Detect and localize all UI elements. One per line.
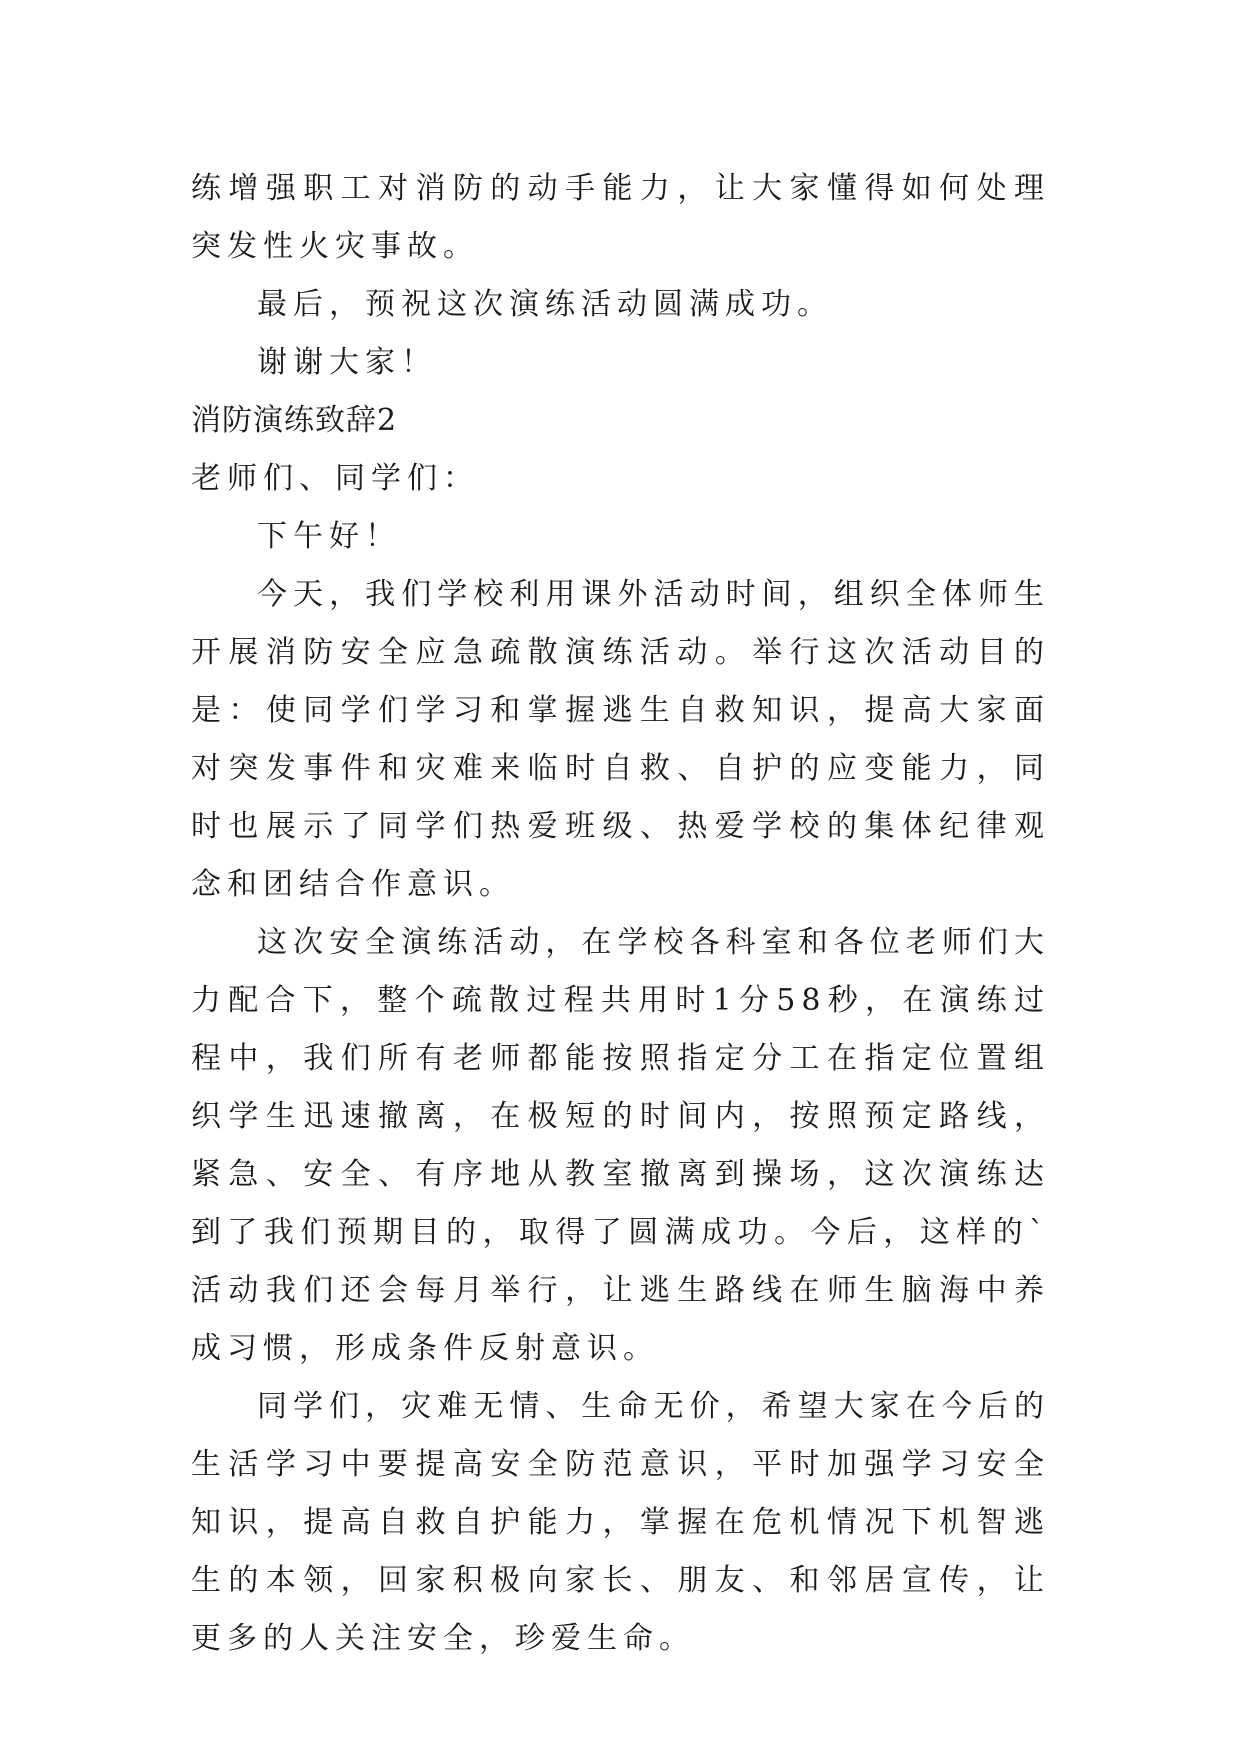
paragraph-purpose: 今天，我们学校利用课外活动时间，组织全体师生开展消防安全应急疏散演练活动。举行这次活动目的是：使同学们学习和掌握逃生自救知识，提高大家面对突发事件和灾难来临时自救、自护的应变能力，同时也展示了同学们热爱班级、热爱学校的集体纪律观念和团结合作意识。 [191,577,1050,902]
paragraph-closing-wish: 最后，预祝这次演练活动圆满成功。 [257,287,833,322]
greeting: 下午好！ [257,519,401,554]
paragraph-call-to-action: 同学们，灾难无情、生命无价，希望大家在今后的生活学习中要提高安全防范意识，平时加强学习安全知识，提高自救自护能力，掌握在危机情况下机智逃生的本领，回家积极向家长、朋友、和邻居宣传，让更多的人关注安全，珍爱生命。 [191,1389,1050,1656]
paragraph-drill-summary: 这次安全演练活动，在学校各科室和各位老师们大力配合下，整个疏散过程共用时1分58秒，在演练过程中，我们所有老师都能按照指定分工在指定位置组织学生迅速撤离，在极短的时间内，按照预定路线，紧急、安全、有序地从教室撤离到操场，这次演练达到了我们预期目的，取得了圆满成功。今后，这样的`活动我们还会每月举行，让逃生路线在师生脑海中养成习惯，形成条件反射意识。 [191,925,1050,1366]
document-body [191,160,1050,1668]
section-heading: 消防演练致辞2 [191,403,398,438]
paragraph-continuation: 练增强职工对消防的动手能力，让大家懂得如何处理突发性火灾事故。 [191,171,1050,264]
paragraph-thanks: 谢谢大家！ [257,345,437,380]
salutation: 老师们、同学们： [191,461,479,496]
